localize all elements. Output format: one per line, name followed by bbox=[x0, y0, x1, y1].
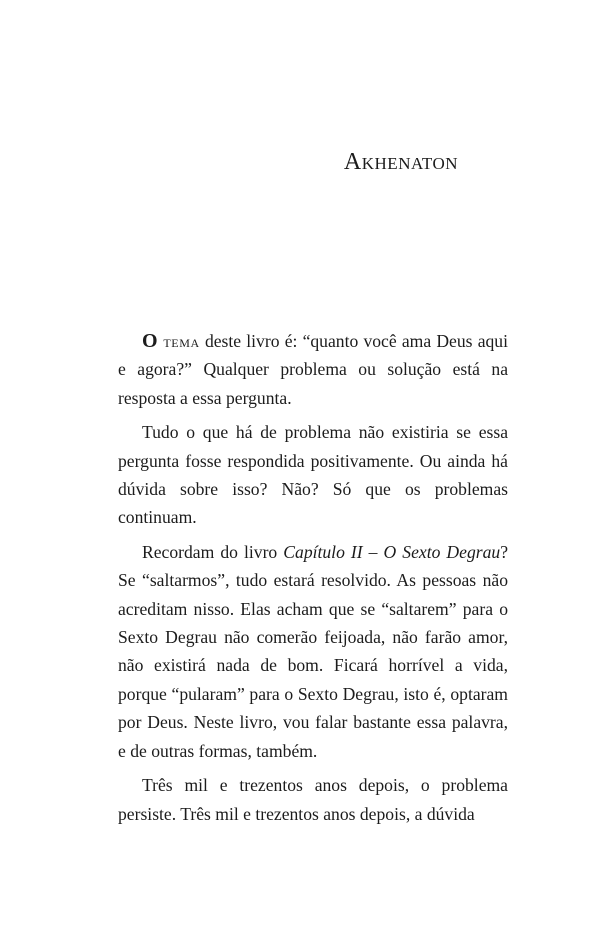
paragraph-1 bbox=[118, 327, 508, 412]
lead-smallcaps: tema bbox=[157, 331, 200, 351]
lead-letter: O bbox=[142, 330, 158, 352]
paragraph-3-text-before: Recordam do livro bbox=[142, 541, 284, 562]
paragraph-3 bbox=[118, 538, 508, 765]
paragraph-2: Tudo o que há de problema não existiria se essa pergunta fosse respondida positivamente. Ou ainda há dúvida sobre isso? Não? Só que os problemas continuam. bbox=[118, 422, 508, 528]
body-text bbox=[118, 327, 508, 834]
paragraph-4: Três mil e trezentos anos depois, o problema persiste. Três mil e trezentos anos depois, a dúvida bbox=[118, 775, 508, 824]
book-title: Capítulo II – O Sexto Degrau bbox=[283, 541, 501, 562]
running-head: Akhenaton bbox=[343, 149, 458, 175]
paragraph-3-text-after: ? Se “saltarmos”, tudo estará resolvido. As pessoas não acreditam nisso. Elas acham que se “saltarem” para o Sexto Degrau não comerão feijoada, não farão amor, não existirá nada de bom. Ficará horrível a vida, porque “pularam” para o Sexto Degrau, isto é, optaram por Deus. Neste livro, vou falar bastante essa palavra, e de outras formas, também. bbox=[118, 541, 508, 761]
paragraph-1-text: deste livro é: “quanto você ama Deus aqui e agora?” Qualquer problema ou solução está na resposta a essa pergunta. bbox=[118, 331, 508, 408]
